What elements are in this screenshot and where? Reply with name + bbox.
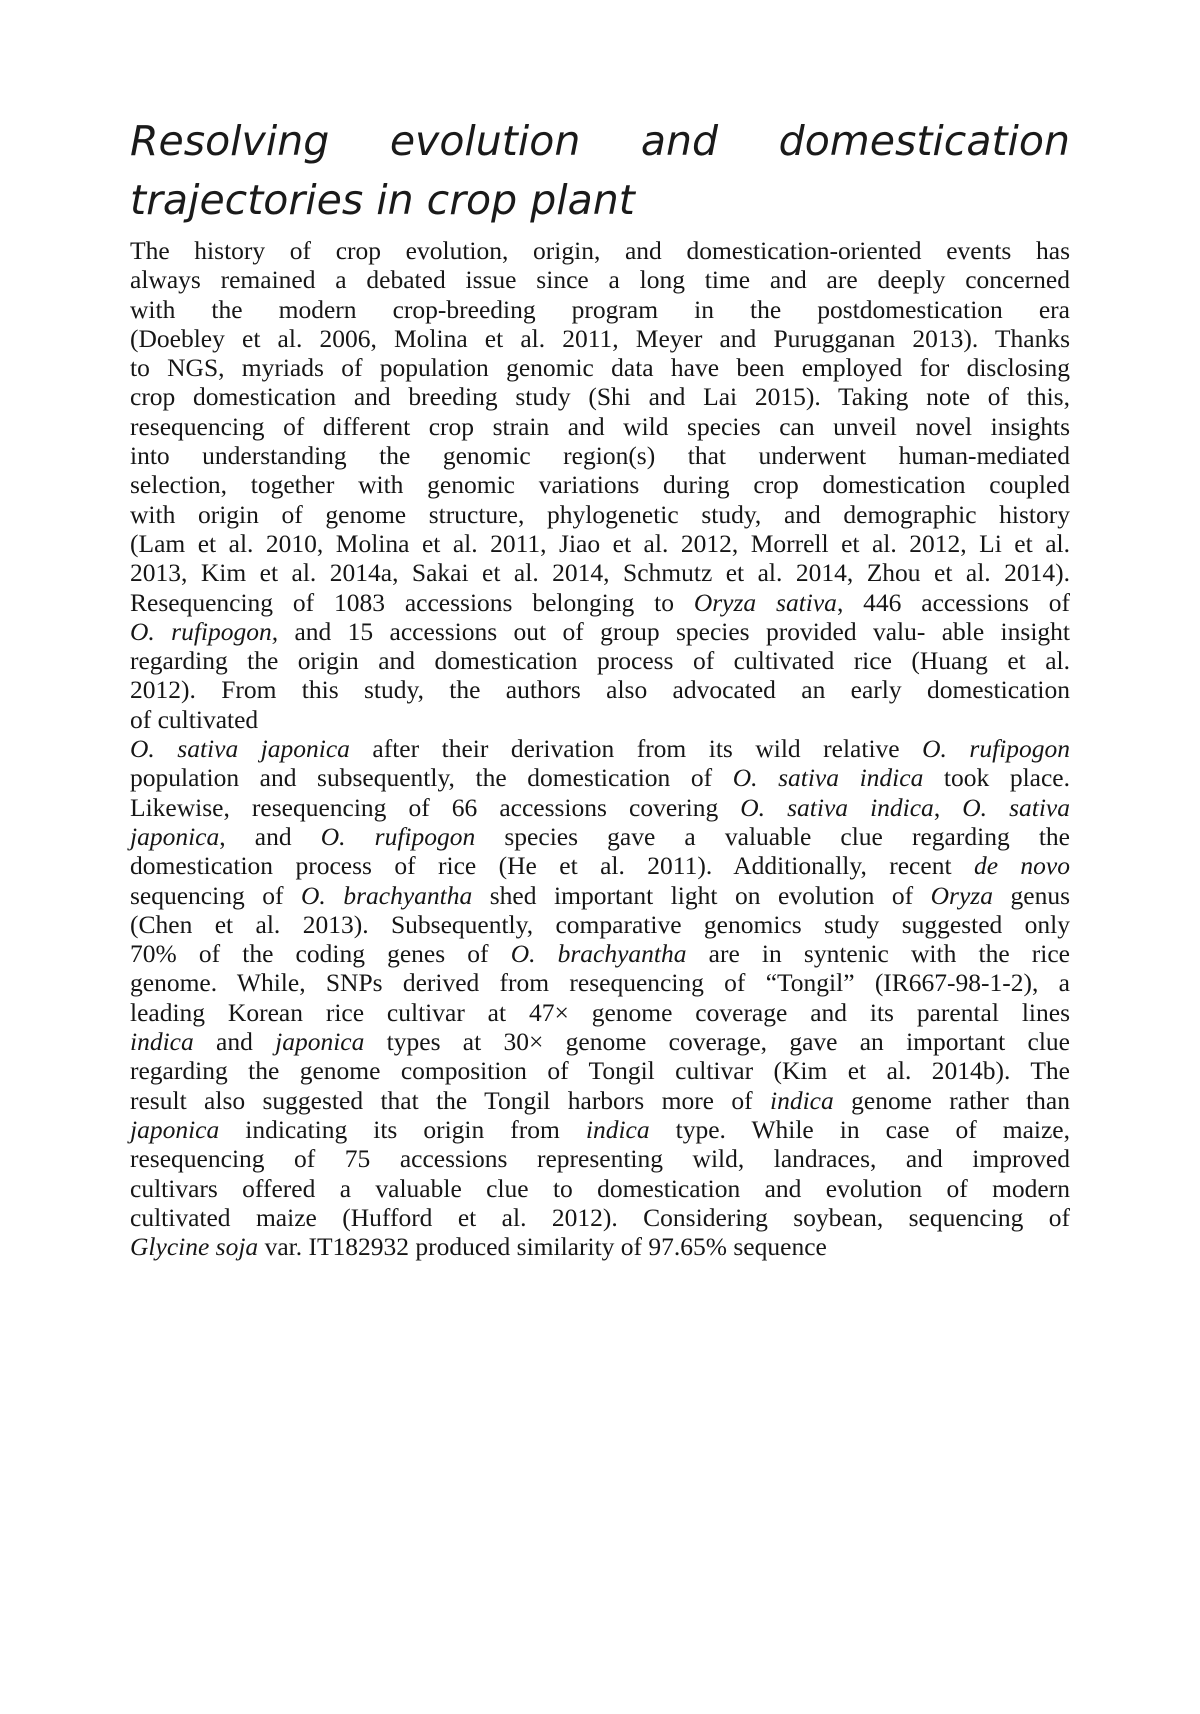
section-title-line: trajectories in crop plant [130,176,635,224]
text-run: species gave a valuable clue regarding the [475,821,1070,851]
text-column [130,112,1070,1261]
body-line [130,558,1070,587]
body-line [130,500,1070,529]
body-line [130,1086,1070,1115]
italic-term: Oryza [930,880,993,910]
text-run: var. IT182932 produced similarity of 97.65% sequence [258,1232,827,1262]
body-line [130,441,1070,470]
italic-term: O. brachyantha [301,880,473,910]
text-run: resequencing of different crop strain and wild species can unveil novel insights [130,411,1070,441]
body-line [130,705,1070,734]
body-line [130,763,1070,792]
body-line [130,324,1070,353]
italic-term: de novo [973,851,1071,881]
text-run: genus [992,880,1070,910]
body-line [130,968,1070,997]
italic-term: O. sativa indica [732,763,924,793]
body-line [130,236,1070,265]
body-line [130,529,1070,558]
body-line [130,382,1070,411]
text-run: type. While in case of maize, [649,1114,1070,1144]
body-line [130,1056,1070,1085]
body-line [130,734,1070,763]
text-run: Resequencing of 1083 accessions belonging to [130,587,694,617]
italic-term: Glycine soja [130,1232,259,1262]
text-run: regarding the origin and domestication process of cultivated rice (Huang et al. [130,646,1070,676]
text-run: sequencing of [130,880,302,910]
text-run: with the modern crop-breeding program in the postdomestication era [130,294,1070,324]
text-run: population and subsequently, the domestication of [130,763,733,793]
text-run: Likewise, resequencing of 66 accessions covering [130,792,741,822]
italic-term: O. sativa indica [740,792,934,822]
text-run: took place. [923,763,1070,793]
body-line [130,470,1070,499]
text-run: cultivars offered a valuable clue to domestication and evolution of modern [130,1173,1070,1203]
text-run: genome. While, SNPs derived from resequencing of “Tongil” (IR667-98-1-2), a [130,968,1070,998]
text-run: of cultivated [130,704,259,734]
text-run: 2013, Kim et al. 2014a, Sakai et al. 2014, Schmutz et al. 2014, Zhou et al. 2014). [130,558,1070,588]
text-run: selection, together with genomic variations during crop domestication coupled [130,470,1070,500]
text-run: 70% of the coding genes of [130,939,511,969]
text-run: types at 30× genome coverage, gave an important clue [364,1027,1070,1057]
text-run: , [933,792,963,822]
text-run: always remained a debated issue since a long time and are deeply concerned [130,265,1070,295]
text-run: regarding the genome composition of Tongil cultivar (Kim et al. 2014b). The [130,1056,1070,1086]
body-line [130,588,1070,617]
italic-term: indica [585,1114,650,1144]
text-run: 2012). From this study, the authors also advocated an early domestication [130,675,1070,705]
italic-term: indica [770,1085,834,1115]
body-line [130,412,1070,441]
text-run: are in syntenic with the rice [686,939,1070,969]
body-line [130,822,1070,851]
body-line [130,1203,1070,1232]
italic-term: O. rufipogon [922,734,1070,764]
body-line [130,1115,1070,1144]
body-line [130,851,1070,880]
text-run: to NGS, myriads of population genomic data have been employed for disclosing [130,353,1070,383]
italic-term: japonica [130,1114,220,1144]
text-run: and [193,1027,276,1057]
body-line [130,1174,1070,1203]
body-line [130,910,1070,939]
text-run: (Lam et al. 2010, Molina et al. 2011, Jiao et al. 2012, Morrell et al. 2012, Li et al. [130,528,1070,558]
section-title-line: Resolving evolution and domestication [130,117,1070,165]
body-line [130,998,1070,1027]
body-paragraph [130,236,1070,1261]
italic-term: indica [130,1027,194,1057]
text-run: result also suggested that the Tongil harbors more of [130,1085,771,1115]
italic-term: japonica [275,1027,365,1057]
text-run: crop domestication and breeding study (Shi and Lai 2015). Taking note of this, [130,382,1070,412]
text-run: domestication process of rice (He et al. 2011). Additionally, recent [130,851,974,881]
text-run: , 446 accessions of [836,587,1070,617]
section-title [130,112,1070,230]
body-line [130,1144,1070,1173]
body-line [130,793,1070,822]
body-line [130,881,1070,910]
italic-term: O. brachyantha [510,939,687,969]
italic-term: O. sativa japonica [130,734,350,764]
text-run: leading Korean rice cultivar at 47× genome coverage and its parental lines [130,997,1070,1027]
body-line [130,265,1070,294]
text-run: indicating its origin from [219,1114,586,1144]
italic-term: O. rufipogon, [130,616,279,646]
body-line [130,675,1070,704]
italic-term: O. sativa [962,792,1071,822]
text-run: , and [219,821,321,851]
text-run: into understanding the genomic region(s) that underwent human-mediated [130,441,1070,471]
body-line [130,353,1070,382]
text-run: genome rather than [833,1085,1070,1115]
body-line [130,617,1070,646]
italic-term: japonica [130,821,220,851]
body-line [130,295,1070,324]
text-run: resequencing of 75 accessions representing wild, landraces, and improved [130,1144,1070,1174]
text-run: after their derivation from its wild relative [349,734,923,764]
text-run: and 15 accessions out of group species provided valu- able insight [278,616,1070,646]
italic-term: O. rufipogon [320,821,476,851]
text-run: shed important light on evolution of [472,880,931,910]
text-run: with origin of genome structure, phylogenetic study, and demographic history [130,499,1070,529]
text-run: cultivated maize (Hufford et al. 2012). Considering soybean, sequencing of [130,1202,1070,1232]
body-line [130,939,1070,968]
text-run: The history of crop evolution, origin, and domestication-oriented events has [130,236,1070,265]
text-run: (Doebley et al. 2006, Molina et al. 2011, Meyer and Purugganan 2013). Thanks [130,323,1070,353]
text-run: (Chen et al. 2013). Subsequently, comparative genomics study suggested only [130,909,1070,939]
italic-term: Oryza sativa [693,587,837,617]
body-line [130,646,1070,675]
body-line [130,1232,1070,1261]
body-line [130,1027,1070,1056]
